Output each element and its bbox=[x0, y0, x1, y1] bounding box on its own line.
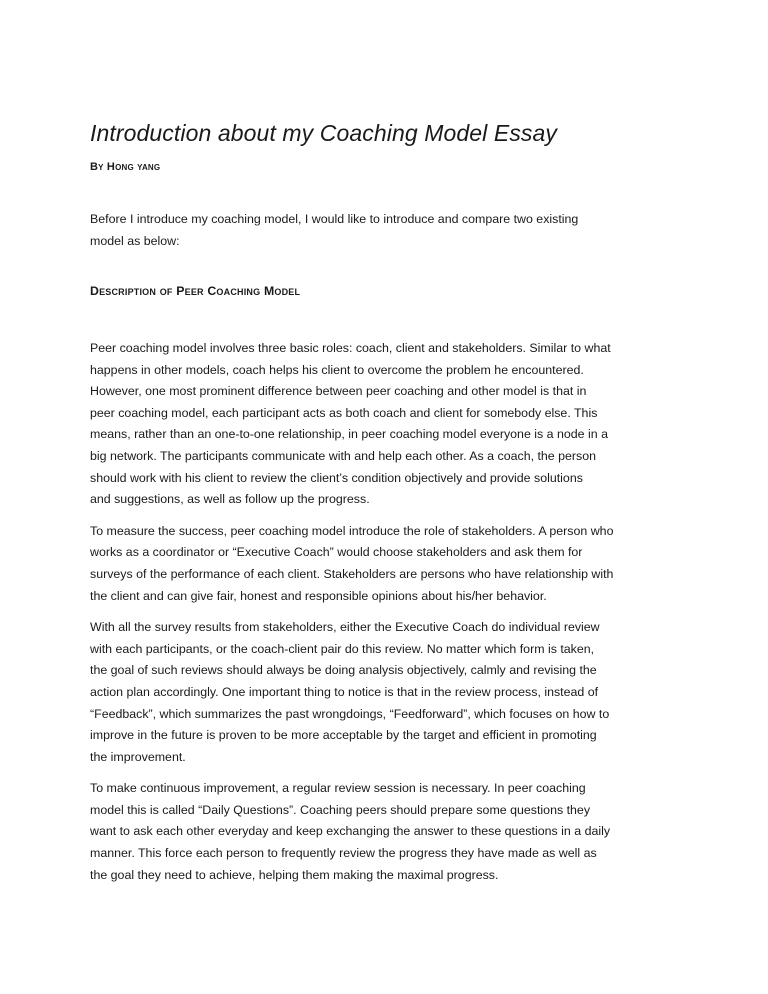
paragraph-line: big network. The participants communicate with and help each other. As a coach, the person bbox=[90, 448, 597, 463]
paragraph-line: surveys of the performance of each client. Stakeholders are persons who have relationship with bbox=[90, 566, 614, 581]
paragraph-line: the goal of such reviews should always be doing analysis objectively, calmly and revising the bbox=[90, 663, 597, 678]
paragraph-line: means, rather than an one-to-one relationship, in peer coaching model everyone is a node in a bbox=[90, 427, 608, 442]
body-paragraph-1 bbox=[90, 338, 690, 511]
paragraph-line: happens in other models, coach helps his client to overcome the problem he encountered. bbox=[90, 362, 584, 377]
paragraph-line: “Feedback”, which summarizes the past wrongdoings, “Feedforward”, which focuses on how to bbox=[90, 706, 610, 721]
section-body bbox=[90, 338, 690, 896]
paragraph-line: the improvement. bbox=[90, 749, 186, 764]
paragraph-line: With all the survey results from stakeholders, either the Executive Coach do individual review bbox=[90, 620, 600, 635]
paragraph-line: model this is called “Daily Questions”. Coaching peers should prepare some questions they bbox=[90, 802, 591, 817]
section-heading: Description of Peer Coaching Model bbox=[90, 284, 301, 298]
paragraph-line: works as a coordinator or “Executive Coach” would choose stakeholders and ask them for bbox=[90, 545, 583, 560]
paragraph-line: peer coaching model, each participant acts as both coach and client for somebody else. This bbox=[90, 405, 598, 420]
paragraph-line: To make continuous improvement, a regular review session is necessary. In peer coaching bbox=[90, 781, 586, 796]
paragraph-line: improve in the future is proven to be more acceptable by the target and efficient in promoting bbox=[90, 728, 597, 743]
paragraph-line: Peer coaching model involves three basic roles: coach, client and stakeholders. Similar to what bbox=[90, 341, 611, 355]
document-title: Introduction about my Coaching Model Essay bbox=[90, 120, 558, 146]
author-byline: By Hong yang bbox=[90, 161, 161, 173]
paragraph-line: the client and can give fair, honest and responsible opinions about his/her behavior. bbox=[90, 588, 547, 603]
body-paragraph-2 bbox=[90, 521, 690, 607]
paragraph-line: want to ask each other everyday and keep exchanging the answer to these questions in a daily bbox=[90, 824, 611, 839]
paragraph-line: To measure the success, peer coaching model introduce the role of stakeholders. A person who bbox=[90, 523, 614, 538]
paragraph-line: and suggestions, as well as follow up the progress. bbox=[90, 492, 370, 507]
paragraph-line: However, one most prominent difference between peer coaching and other model is that in bbox=[90, 384, 587, 399]
paragraph-line: with each participants, or the coach-client pair do this review. No matter which form is taken, bbox=[90, 641, 595, 656]
paragraph-line: should work with his client to review the client’s condition objectively and provide solutions bbox=[90, 470, 583, 485]
paragraph-line: the goal they need to achieve, helping them making the maximal progress. bbox=[90, 867, 499, 882]
body-paragraph-4 bbox=[90, 778, 690, 886]
intro-paragraph bbox=[90, 209, 680, 252]
intro-line: Before I introduce my coaching model, I would like to introduce and compare two existing bbox=[90, 212, 579, 226]
paragraph-line: manner. This force each person to frequently review the progress they have made as well as bbox=[90, 846, 597, 861]
paragraph-line: action plan accordingly. One important thing to notice is that in the review process, instead of bbox=[90, 684, 599, 699]
body-paragraph-3 bbox=[90, 617, 690, 768]
intro-line: model as below: bbox=[90, 233, 180, 248]
